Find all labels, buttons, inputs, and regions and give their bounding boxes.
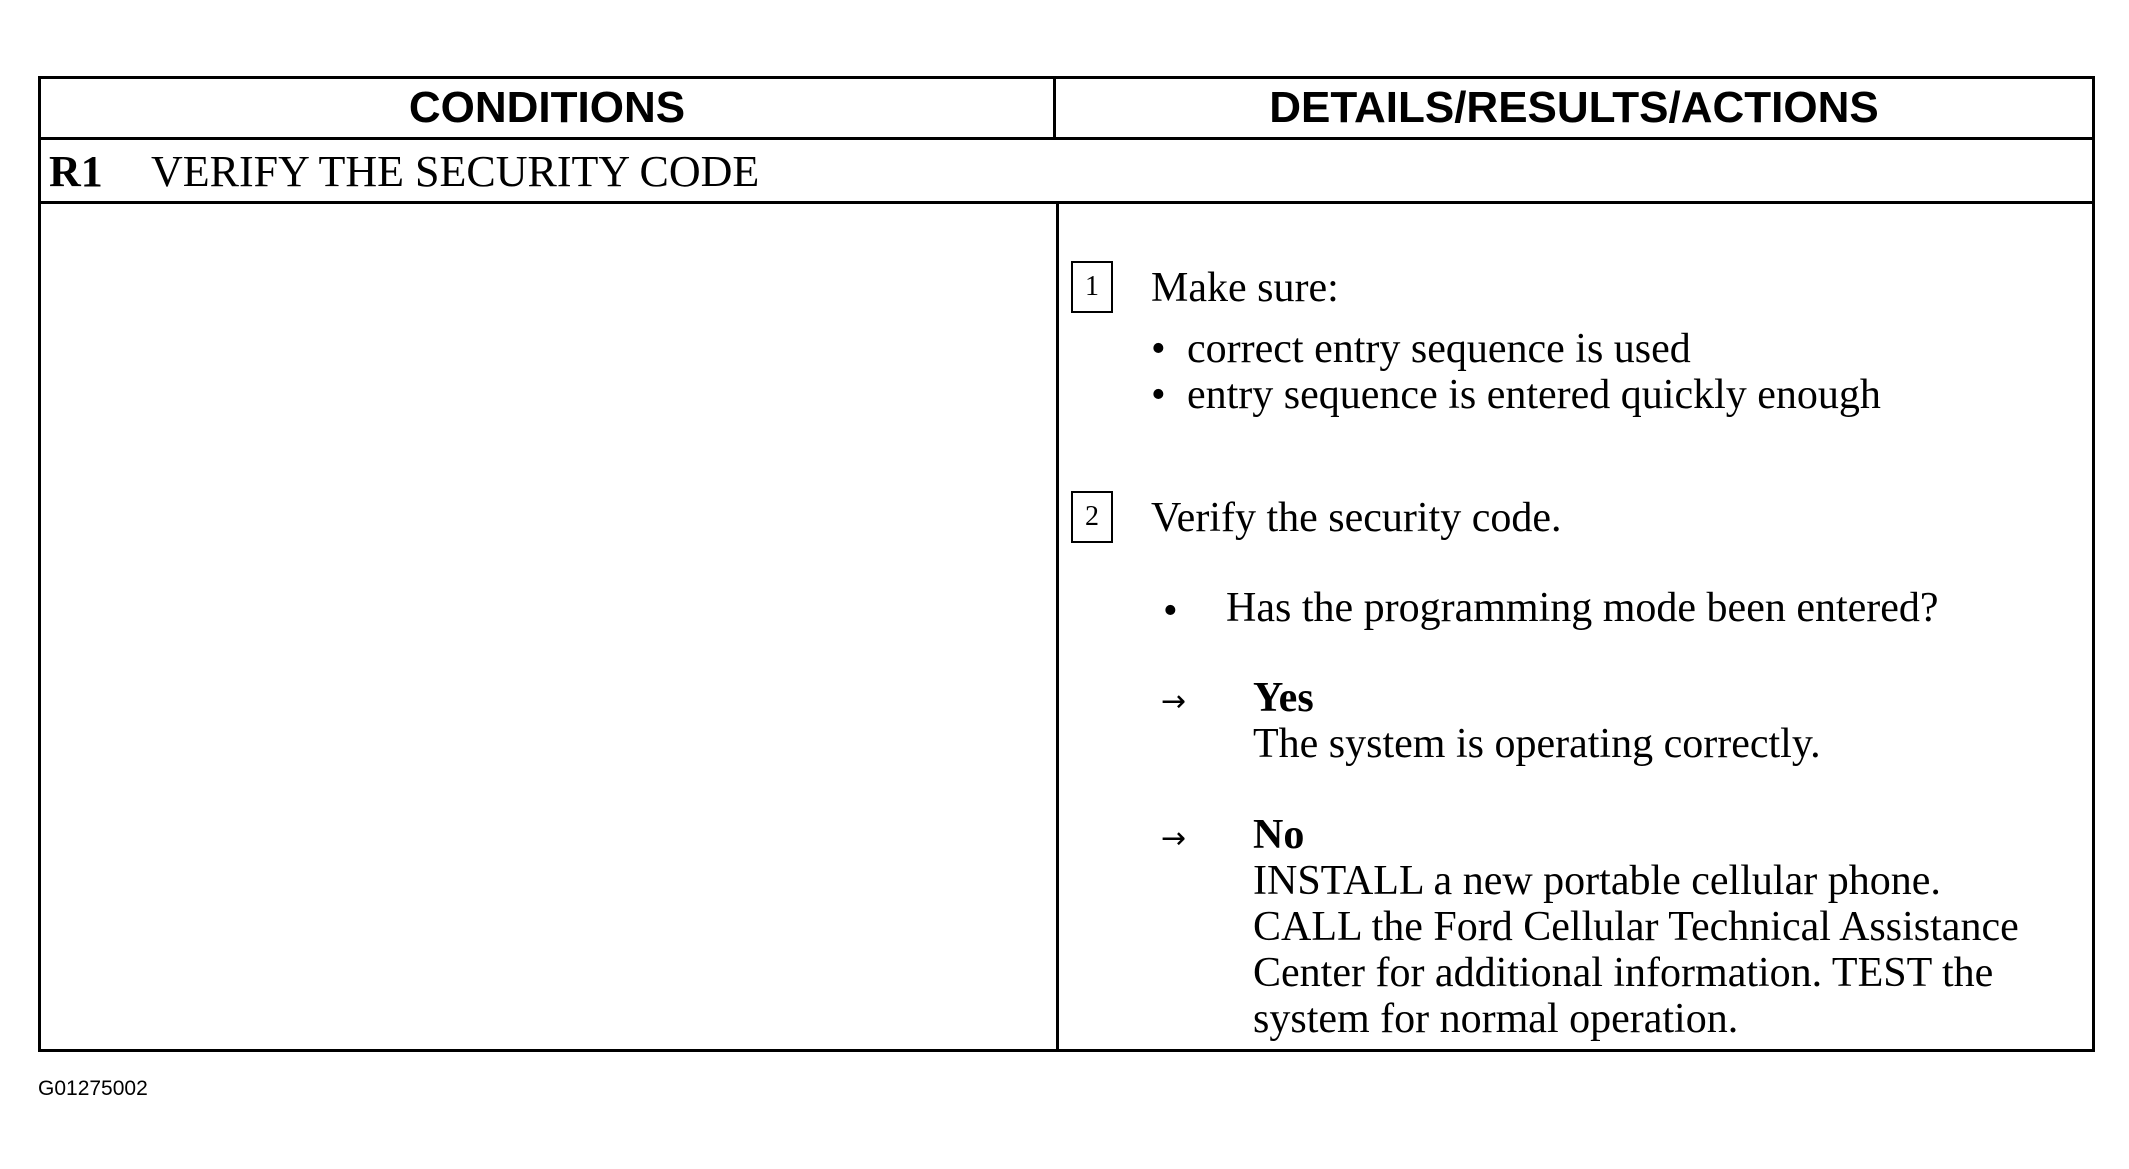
- bullet-item: correct entry sequence is used: [1187, 326, 1691, 372]
- step-number-box: 2: [1071, 491, 1113, 543]
- section-title: VERIFY THE SECURITY CODE: [151, 147, 760, 196]
- step-text: Verify the security code.: [1151, 495, 1562, 541]
- answer-no-text-line: Center for additional information. TEST the: [1253, 950, 1994, 996]
- right-arrow-icon: →: [1161, 821, 1187, 856]
- question-text: Has the programming mode been entered?: [1226, 585, 1939, 631]
- answer-no-text-line: CALL the Ford Cellular Technical Assistance: [1253, 904, 2019, 950]
- table-header-row: [41, 79, 2092, 140]
- answer-no-text-line: INSTALL a new portable cellular phone.: [1253, 858, 1941, 904]
- step-text: Make sure:: [1151, 265, 1339, 311]
- diagnostic-table: [38, 76, 2095, 1052]
- bullet-icon: •: [1163, 588, 1178, 634]
- answer-no-text-line: system for normal operation.: [1253, 996, 1739, 1042]
- answer-no-label: No: [1253, 812, 1305, 858]
- step-number-box: 1: [1071, 261, 1113, 313]
- answer-yes-label: Yes: [1253, 675, 1314, 721]
- figure-id: G01275002: [38, 1077, 148, 1100]
- conditions-header: CONDITIONS: [408, 83, 686, 132]
- details-cell: [1059, 204, 2092, 1049]
- answer-yes-text: The system is operating correctly.: [1253, 721, 1821, 767]
- table-body-row: [41, 204, 2092, 1049]
- details-results-actions-header: DETAILS/RESULTS/ACTIONS: [1053, 79, 2092, 137]
- bullet-item: entry sequence is entered quickly enough: [1187, 372, 1881, 418]
- conditions-cell: [41, 204, 1056, 1049]
- bullet-icon: •: [1151, 326, 1166, 372]
- right-arrow-icon: →: [1161, 684, 1187, 719]
- bullet-icon: •: [1151, 372, 1166, 418]
- section-id: R1: [49, 147, 103, 196]
- section-row: [41, 140, 2092, 204]
